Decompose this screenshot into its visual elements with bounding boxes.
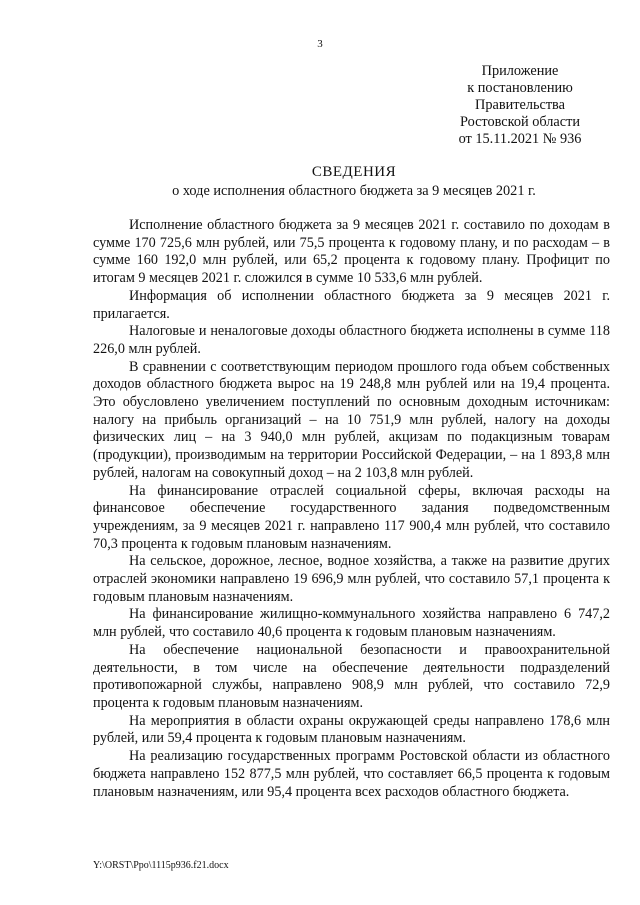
paragraph: На финансирование жилищно-коммунального хозяйства направлено 6 747,2 млн рублей, что составило 40,6 процента к годовым плановым назначениям. [93,606,610,641]
footer-file-path: Y:\ORST\Ppo\1115p936.f21.docx [93,860,229,871]
paragraph: Информация об исполнении областного бюджета за 9 месяцев 2021 г. прилагается. [93,287,610,322]
page-number: 3 [317,38,323,50]
paragraph: Исполнение областного бюджета за 9 месяцев 2021 г. составило по доходам в сумме 170 725,6 млн рублей, или 75,5 процента к годовому плану, и по расходам – в сумме 160 192,0 млн рублей, или 65,2 процента к годовому плану. Профицит по итогам 9 месяцев 2021 г. сложился в сумме 10 533,6 млн рублей. [93,217,610,287]
paragraph: На сельское, дорожное, лесное, водное хозяйства, а также на развитие других отраслей экономики направлено 19 696,9 млн рублей, что составило 57,1 процента к годовым плановым назначениям. [93,553,610,605]
paragraph: На финансирование отраслей социальной сферы, включая расходы на финансовое обеспечение государственного задания подведомственным учреждениям, за 9 месяцев 2021 г. направлено 117 900,4 млн рублей, что составило 70,3 процента к годовым плановым назначениям. [93,482,610,552]
appendix-line: Приложение [481,63,559,79]
appendix-line: Правительства [475,97,565,113]
appendix-line: к постановлению [467,80,573,96]
document-body [93,217,610,801]
paragraph: На мероприятия в области охраны окружающей среды направлено 178,6 млн рублей, или 59,4 процента к годовым плановым назначениям. [93,712,610,747]
paragraph: Налоговые и неналоговые доходы областного бюджета исполнены в сумме 118 226,0 млн рублей. [93,323,610,357]
paragraph: В сравнении с соответствующим периодом прошлого года объем собственных доходов областного бюджета вырос на 19 248,8 млн рублей или на 19,4 процента. Это обусловлено увеличением поступлений по основным доходным источникам: налогу на прибыль организаций – на 10 751,9 млн рублей, налогу на доходы физических лиц – на 3 940,0 млн рублей, акцизам по подакцизным товарам (продукции), производимым на территории Российской Федерации, – на 1 893,8 млн рублей, налогам на совокупный доход – на 2 103,8 млн рублей. [93,358,610,481]
paragraph: На реализацию государственных программ Ростовской области из областного бюджета направлено 152 877,5 млн рублей, что составляет 66,5 процента к годовым плановым назначениям, или 95,4 процента всех расходов областного бюджета. [93,748,610,800]
document-subtitle: о ходе исполнения областного бюджета за 9 месяцев 2021 г. [172,183,536,199]
paragraph: На обеспечение национальной безопасности и правоохранительной деятельности, в том числе на обеспечение деятельности подразделений противопожарной службы, направлено 908,9 млн рублей, что составило 72,9 процента к годовым плановым назначениям. [93,641,610,711]
appendix-block [430,63,610,148]
document-title: СВЕДЕНИЯ [311,164,397,180]
appendix-line: Ростовской области [459,114,581,130]
appendix-line: от 15.11.2021 № 936 [458,131,582,147]
